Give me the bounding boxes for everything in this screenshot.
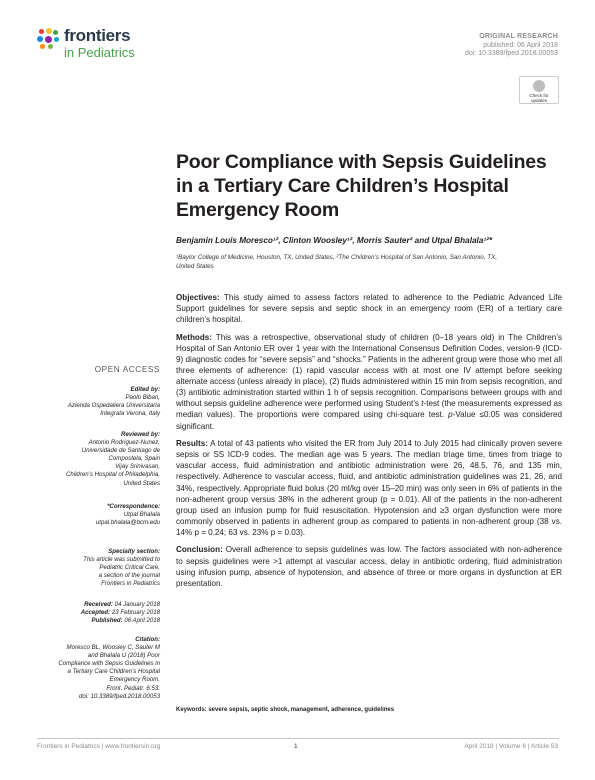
footer-issue: April 2018 | Volume 6 | Article 53 [464, 743, 558, 750]
correspondence-email[interactable]: utpal.bhalala@bcm.edu [95, 519, 160, 527]
check-updates-icon [533, 80, 545, 92]
abstract-objectives: Objectives: This study aimed to assess factors related to adherence to the Pediatric Advanced Life Support guidelines for severe sepsis and septic shock in an emergency room (ER) of a tertiary care children’s hospital. [176, 293, 562, 325]
doi[interactable]: doi: 10.3389/fped.2018.00053 [464, 50, 558, 58]
affiliations: ¹Baylor College of Medicine, Houston, TX, United States, ²The Children’s Hospital of San Antonio, San Antonio, TX, United States [176, 254, 498, 270]
check-for-updates-badge[interactable] [519, 76, 559, 104]
author-list: Benjamin Louis Moresco¹², Clinton Woosley¹², Morris Sauter² and Utpal Bhalala¹²* [176, 236, 493, 245]
logo-journal-name: in Pediatrics [64, 45, 135, 60]
page-number: 1 [294, 743, 298, 750]
edited-by: Edited by: Paolo Biban, Azienda Ospedaliera Universitaria Integrata Verona, Italy [67, 386, 160, 418]
correspondence: *Correspondence: Utpal Bhalala utpal.bhalala@bcm.edu [50, 503, 160, 527]
reviewed-by: Reviewed by: Antonio Rodriguez-Nunez, Universidade de Santiago de Compostela, Spain Vijay Srinivasan, Children’s Hospital of Philadelphia, United States [65, 431, 160, 487]
citation: Citation: Moresco BL, Woosley C, Sauter M and Bhalala U (2018) Poor Compliance with Sepsis Guidelines in a Tertiary Care Children’s Hospital Emergency Room. Front. Pediatr. 6:53. doi: 10.3389/fped.2018.00053 [50, 636, 160, 701]
specialty-section: Specialty section: This article was submitted to Pediatric Critical Care, a section of the journal Frontiers in Pediatrics [83, 548, 160, 588]
abstract-results: Results: A total of 43 patients who visited the ER from July 2014 to July 2015 had clinically proven severe sepsis or SS ICD-9 codes. The median age was 5 years. The median triage time, times from triage to vascular access, fluid administration and antibiotic administration were 26, 48.5, 76, and 135 min, respectively. Adherence to vascular access, fluid, and antibiotic administration guidelines was 21, 26, and 34%, respectively. Appropriate fluid bolus (20 ml/kg over 15–20 min) was only seen in 6% of patients in the non-adherent group versus 38% in the adherent group (p = 0.01). All of the patients in the non-adherent group used an infusion pump for fluid resuscitation. Hypotension and ≥3 organ dysfunction were more commonly observed in patients in adherent group as compared to patients in non-adherent group (38 vs. 14% p = 0.24; 63 vs. 23% p = 0.03). [176, 439, 562, 537]
footer-journal[interactable]: Frontiers in Pediatrics | www.frontiersin.org [37, 743, 161, 750]
article-dates: Received: 04 January 2018 Accepted: 23 February 2018 Published: 06 April 2018 [80, 601, 160, 625]
check-updates-label: Check for updates [529, 93, 549, 103]
logo-frontiers: frontiers [64, 26, 131, 45]
article-meta [465, 33, 558, 59]
keywords: Keywords: severe sepsis, septic shock, management, adherence, guidelines [176, 707, 395, 713]
journal-logo [37, 26, 177, 66]
abstract [176, 292, 562, 595]
published-date: published: 06 April 2018 [483, 41, 558, 49]
citation-doi[interactable]: doi: 10.3389/fped.2018.00053 [79, 692, 160, 700]
article-type: ORIGINAL RESEARCH [479, 33, 558, 40]
frontiers-logo-icon [37, 28, 61, 50]
abstract-methods: Methods: This was a retrospective, observational study of children (0–18 years old) in The Children’s Hospital of San Antonio ER over 1 year with the International Consensus Definition Codes, version-9 (ICD-9) diagnostic codes for “severe sepsis” and “shocks.” Patients in the adherent group were those who met all three elements of adherence: (1) rapid vascular access with at most one IV attempt before seeking alternate access (unless already in place), (2) fluids administered within 15 min from sepsis recognition, and (3) antibiotic administration started within 1 h of sepsis recognition. Comparisons between groups with and without sepsis guideline adherence were performed using Student’s t-test (the measurements expressed as median values). The proportions were compared using chi-square test. p-Value ≤0.05 was considered significant. [176, 332, 562, 431]
open-access-label: OPEN ACCESS [94, 365, 160, 374]
article-title: Poor Compliance with Sepsis Guidelines in a Tertiary Care Children’s Hospital Emergency Room [176, 151, 547, 221]
footer-divider [37, 738, 559, 739]
abstract-conclusion: Conclusion: Overall adherence to sepsis guidelines was low. The factors associated with non-adherence to sepsis guidelines were >1 attempt at vascular access, delay in antibiotic ordering, fluid administration using infusion pump, absence of hypotension, and absence of three or more organs in dysfunction at ER presentation. [176, 545, 562, 588]
